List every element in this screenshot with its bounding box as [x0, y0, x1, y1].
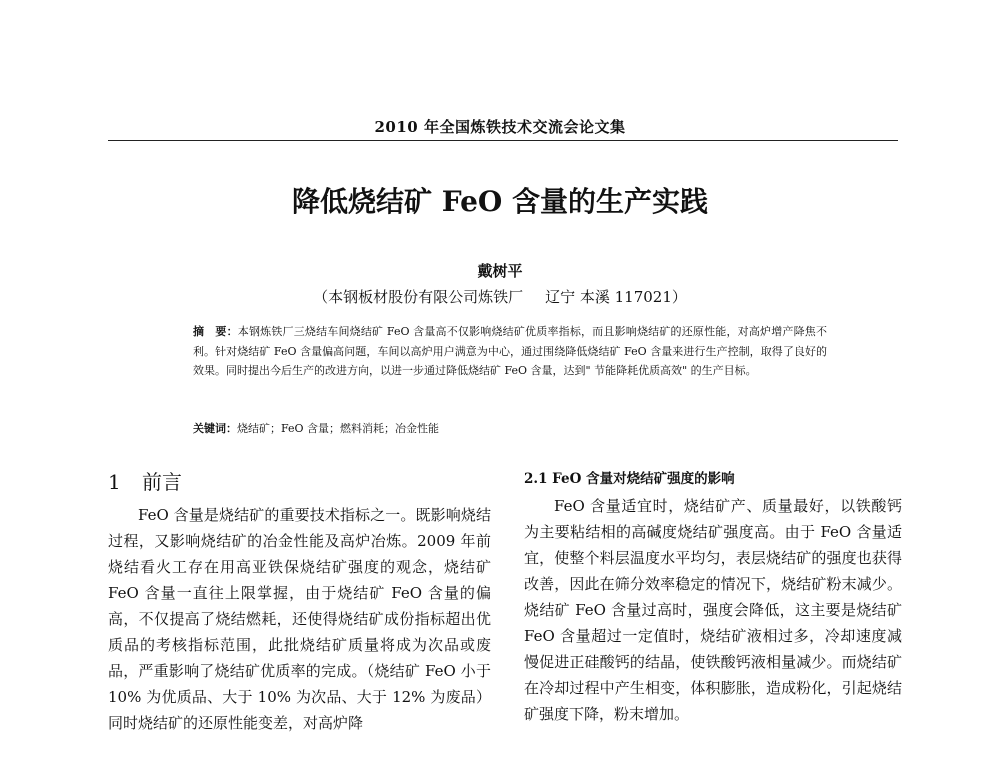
left-column: [108, 468, 491, 736]
affiliation-org: （本钢板材股份有限公司炼铁厂: [313, 288, 524, 306]
paper-title: 降低烧结矿 FeO 含量的生产实践: [291, 185, 709, 218]
right-column: [524, 468, 902, 727]
section-1-number: 1: [108, 470, 121, 494]
section-1-title: 前言: [142, 470, 182, 494]
abstract: [193, 322, 827, 381]
running-head: 2010 年全国炼铁技术交流会论文集: [374, 118, 626, 136]
section-1-heading: [108, 468, 491, 496]
abstract-label: 摘 要：: [193, 325, 238, 338]
author-name: 戴树平: [477, 262, 523, 280]
section-2-1-heading: 2.1 FeO 含量对烧结矿强度的影响: [524, 471, 735, 487]
keywords: [193, 419, 827, 439]
header-rule: [108, 140, 898, 141]
affiliation-location: 辽宁 本溪 117021）: [545, 288, 687, 306]
abstract-text: 本钢炼铁厂三烧结车间烧结矿 FeO 含量高不仅影响烧结矿优质率指标，而且影响烧结矿的还原性能，对高炉增产降焦不利。针对烧结矿 FeO 含量偏高问题，车间以高炉用户满意为中心，通过围绕降低烧结矿 FeO 含量来进行生产控制，取得了良好的效果。同时提出今后生产的改进方向，以进一步通过降低烧结矿 FeO 含量，达到" 节能降耗优质高效" 的生产目标。: [193, 325, 827, 377]
keywords-text: 烧结矿；FeO 含量；燃料消耗；冶金性能: [237, 422, 440, 435]
keywords-label: 关键词：: [193, 422, 237, 435]
section-1-paragraph: FeO 含量是烧结矿的重要技术指标之一。既影响烧结过程，又影响烧结矿的冶金性能及高炉冶炼。2009 年前烧结看火工存在用高亚铁保烧结矿强度的观念，烧结矿 FeO 含量一直往上限掌握，由于烧结矿 FeO 含量的偏高，不仅提高了烧结燃耗，还使得烧结矿成份指标超出优质品的考核指标范围，此批烧结矿质量将成为次品或废品，严重影响了烧结矿优质率的完成。（烧结矿 FeO 小于 10% 为优质品、大于 10% 为次品、大于 12% 为废品）同时烧结矿的还原性能变差，对高炉降: [108, 506, 491, 732]
affiliation: [0, 286, 1000, 307]
section-2-1-paragraph: FeO 含量适宜时，烧结矿产、质量最好，以铁酸钙为主要粘结相的高碱度烧结矿强度高。由于 FeO 含量适宜，使整个料层温度水平均匀，表层烧结矿的强度也获得改善，因此在筛分效率稳定的情况下，烧结矿粉末减少。烧结矿 FeO 含量过高时，强度会降低，这主要是烧结矿 FeO 含量超过一定值时，烧结矿液相过多，冷却速度减慢促进正硅酸钙的结晶，使铁酸钙液相量减少。而烧结矿在冷却过程中产生相变，体积膨胀，造成粉化，引起烧结矿强度下降，粉末增加。: [524, 497, 902, 723]
